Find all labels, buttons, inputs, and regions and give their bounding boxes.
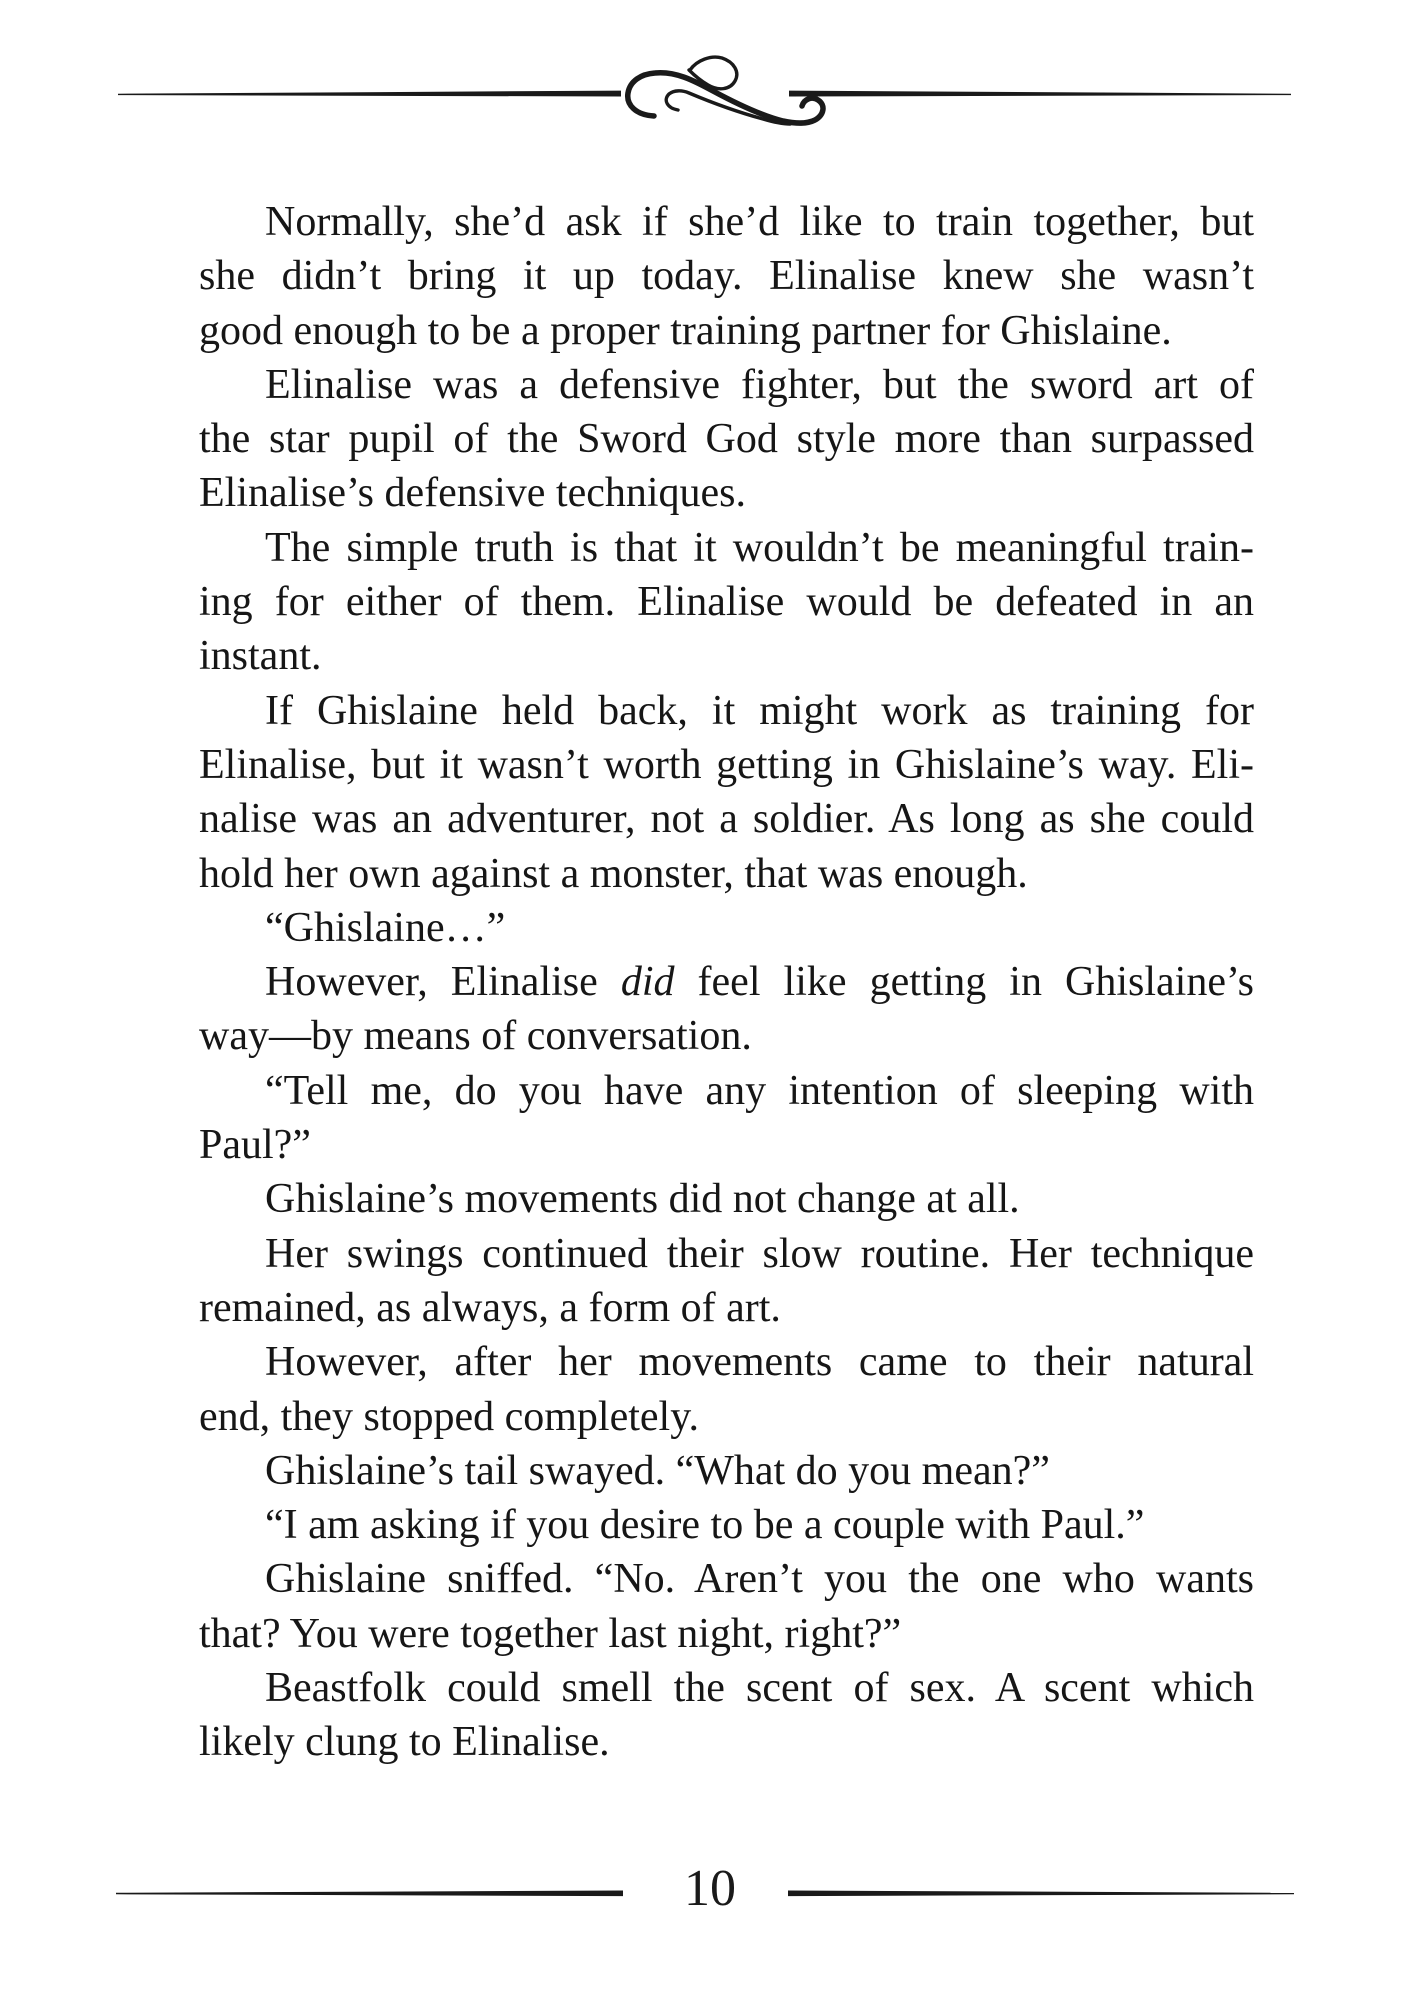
text-line: “Ghislaine…” xyxy=(265,904,506,951)
text-line: “Tell me, do you have any intention of sleeping with xyxy=(265,1067,1254,1114)
text-line: instant. xyxy=(199,633,322,680)
header-rule-right xyxy=(789,91,1291,97)
header-rule-left xyxy=(118,91,621,97)
page-number: 10 xyxy=(684,1860,736,1917)
body-text xyxy=(199,195,1254,1770)
text-line: she didn’t bring it up today. Elinalise knew she wasn’t xyxy=(199,253,1254,300)
text-line: that? You were together last night, right?” xyxy=(199,1610,902,1657)
text-line: However, after her movements came to their natural xyxy=(265,1339,1254,1386)
header-divider xyxy=(0,0,1404,160)
flourish-ornament-icon xyxy=(628,57,823,124)
text-line: However, Elinalise did feel like getting in Ghislaine’s xyxy=(265,959,1254,1006)
text-line: Ghislaine sniffed. “No. Aren’t you the one who wants xyxy=(265,1556,1254,1603)
text-line: the star pupil of the Sword God style more than surpassed xyxy=(199,416,1254,463)
text-line: Elinalise’s defensive techniques. xyxy=(199,470,747,517)
text-line: Ghislaine’s movements did not change at all. xyxy=(265,1176,1020,1223)
text-line: remained, as always, a form of art. xyxy=(199,1284,781,1331)
text-line: Beastfolk could smell the scent of sex. A scent which xyxy=(265,1665,1254,1712)
text-line: way—by means of conversation. xyxy=(199,1013,752,1060)
text-line: The simple truth is that it wouldn’t be meaningful train- xyxy=(265,524,1254,571)
text-line: If Ghislaine held back, it might work as training for xyxy=(265,687,1254,734)
text-line: end, they stopped completely. xyxy=(199,1393,699,1440)
footer-rule-left xyxy=(116,1891,623,1897)
text-line: Elinalise was a defensive fighter, but the sword art of xyxy=(265,361,1254,408)
text-line: Paul?” xyxy=(199,1122,311,1169)
text-line: Her swings continued their slow routine. Her technique xyxy=(265,1230,1254,1277)
text-line: good enough to be a proper training partner for Ghislaine. xyxy=(199,307,1172,354)
text-line: “I am asking if you desire to be a couple with Paul.” xyxy=(265,1502,1145,1549)
text-line: ing for either of them. Elinalise would be defeated in an xyxy=(199,579,1254,626)
footer-rule-right xyxy=(788,1891,1294,1897)
text-line: likely clung to Elinalise. xyxy=(199,1719,610,1766)
text-line: Normally, she’d ask if she’d like to train together, but xyxy=(265,199,1254,245)
text-line: Elinalise, but it wasn’t worth getting in Ghislaine’s way. Eli- xyxy=(199,741,1254,788)
text-line: nalise was an adventurer, not a soldier. As long as she could xyxy=(199,796,1254,843)
text-line: Ghislaine’s tail swayed. “What do you mean?” xyxy=(265,1447,1050,1494)
text-line: hold her own against a monster, that was enough. xyxy=(199,850,1028,897)
